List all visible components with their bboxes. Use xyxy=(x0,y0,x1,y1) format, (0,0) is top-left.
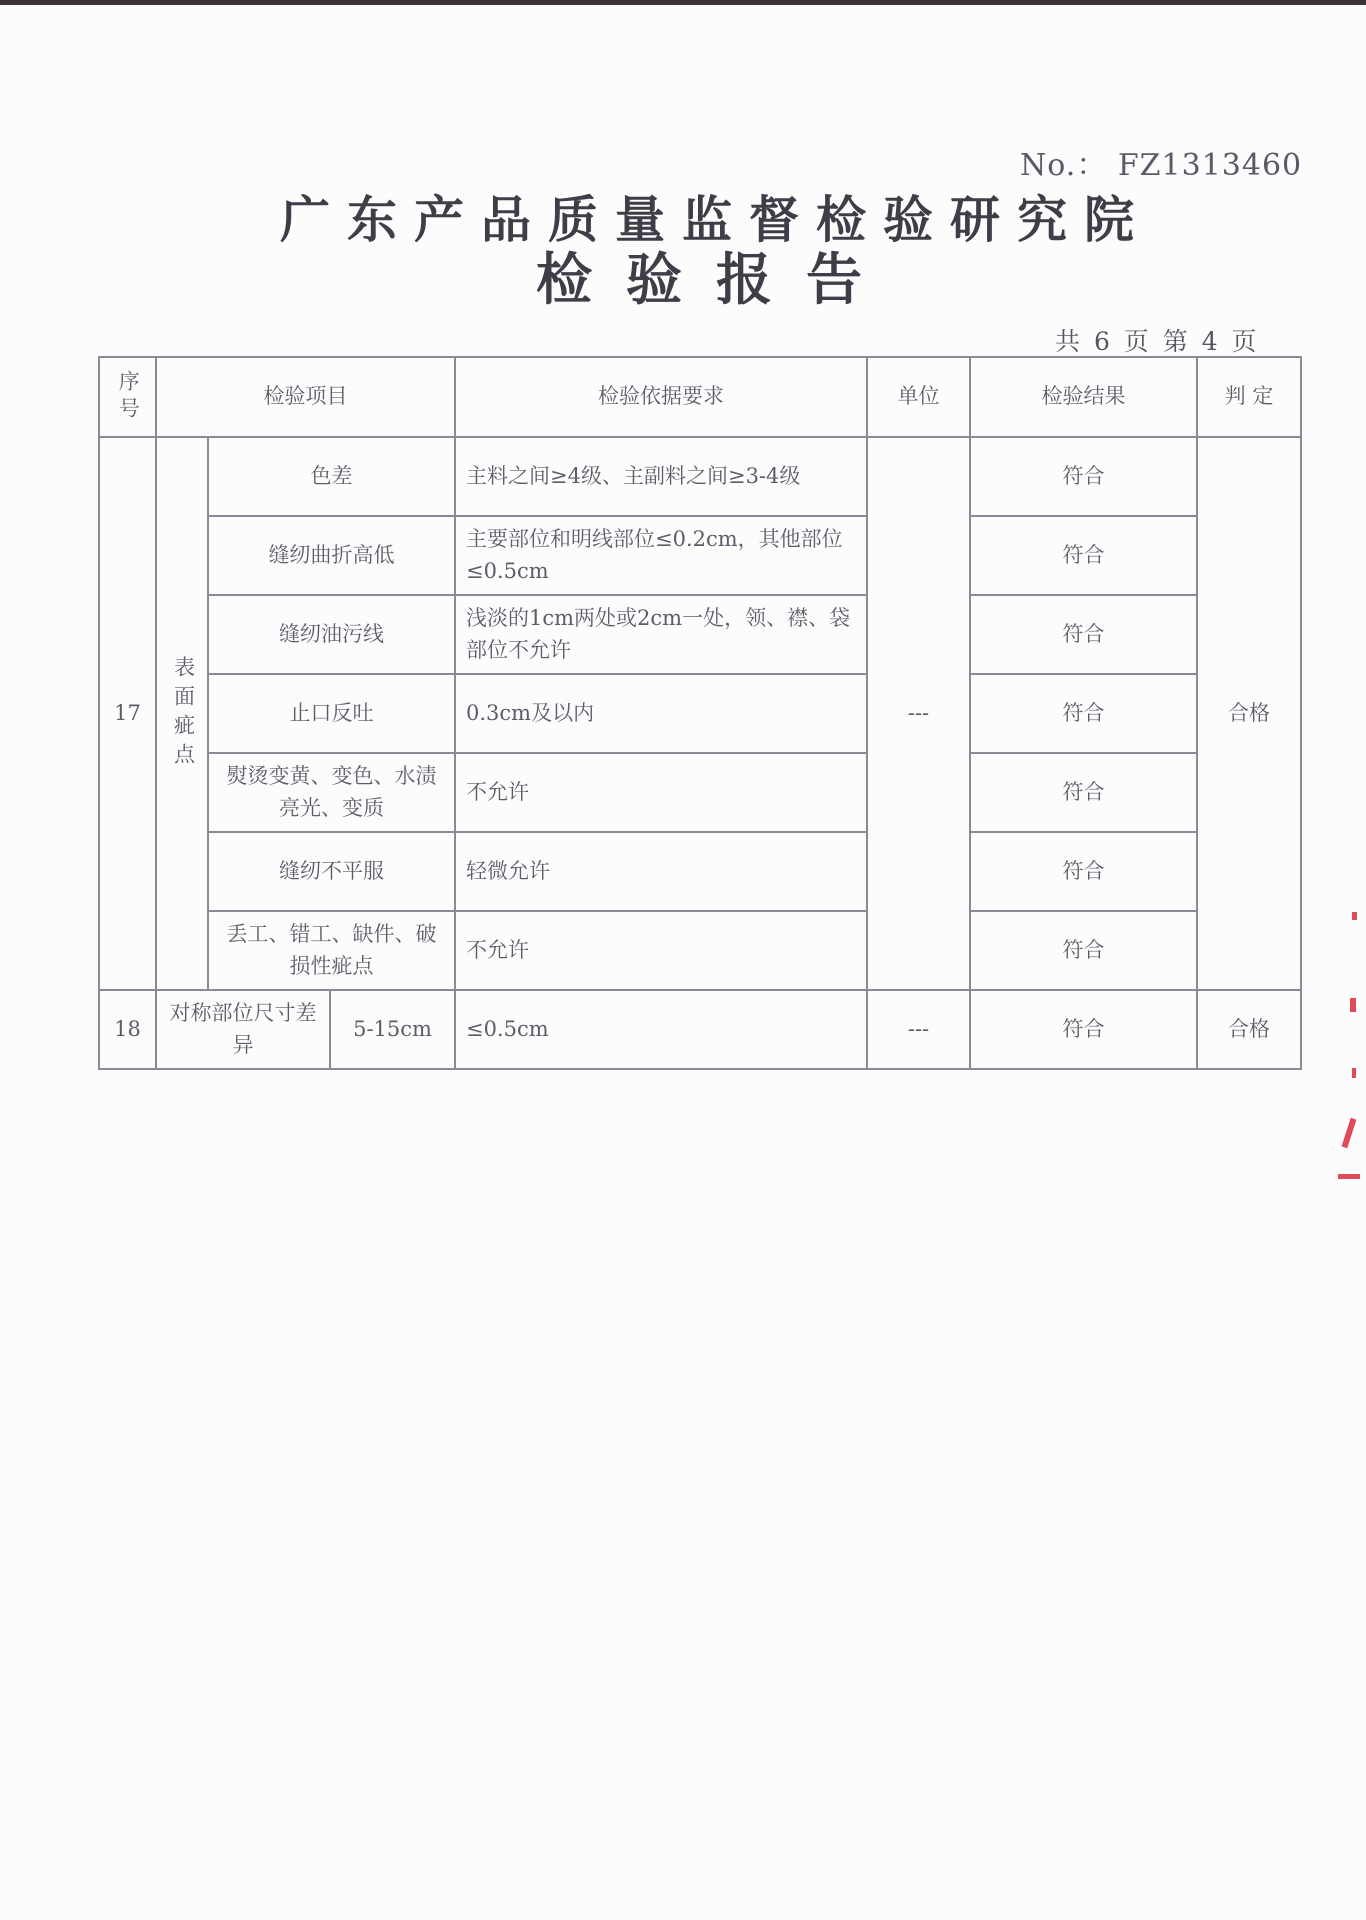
report-number: No.： FZ1313460 xyxy=(1020,148,1303,183)
basis-cell: 轻微允许 xyxy=(455,832,867,911)
row18-basis: ≤0.5cm xyxy=(455,990,867,1069)
header-result: 检验结果 xyxy=(970,357,1197,437)
table-row xyxy=(99,437,1301,516)
basis-cell: 主料之间≥4级、主副料之间≥3-4级 xyxy=(455,437,867,516)
table-header-row xyxy=(99,357,1301,437)
result-cell: 符合 xyxy=(970,832,1197,911)
result-cell: 符合 xyxy=(970,674,1197,753)
item-cell: 缝纫油污线 xyxy=(208,595,455,674)
item-cell: 止口反吐 xyxy=(208,674,455,753)
header-basis: 检验依据要求 xyxy=(455,357,867,437)
row18-unit: --- xyxy=(867,990,970,1069)
scan-top-edge xyxy=(0,0,1366,5)
group17-category: 表面疵点 xyxy=(156,437,208,990)
group17-judgement: 合格 xyxy=(1197,437,1301,990)
basis-cell: 不允许 xyxy=(455,911,867,990)
result-cell: 符合 xyxy=(970,753,1197,832)
group17-unit: --- xyxy=(867,437,970,990)
basis-cell: 0.3cm及以内 xyxy=(455,674,867,753)
item-cell: 熨烫变黄、变色、水渍亮光、变质 xyxy=(208,753,455,832)
header-unit: 单位 xyxy=(867,357,970,437)
result-cell: 符合 xyxy=(970,595,1197,674)
seal-edge-mark xyxy=(1350,998,1356,1012)
seal-edge-mark xyxy=(1352,912,1357,920)
result-cell: 符合 xyxy=(970,911,1197,990)
basis-cell: 主要部位和明线部位≤0.2cm，其他部位≤0.5cm xyxy=(455,516,867,595)
table-row xyxy=(99,753,1301,832)
inspection-table xyxy=(98,356,1302,1070)
table-row xyxy=(99,832,1301,911)
seal-edge-mark xyxy=(1342,1118,1357,1148)
item-cell: 丢工、错工、缺件、破损性疵点 xyxy=(208,911,455,990)
row18-item: 对称部位尺寸差异 xyxy=(156,990,330,1069)
table-row xyxy=(99,674,1301,753)
group17-seq: 17 xyxy=(99,437,156,990)
header-item: 检验项目 xyxy=(156,357,455,437)
page-info: 共 6 页 第 4 页 xyxy=(1055,327,1257,356)
header-judgement: 判 定 xyxy=(1197,357,1301,437)
table-row xyxy=(99,990,1301,1069)
table-row xyxy=(99,911,1301,990)
seal-edge-mark xyxy=(1352,1068,1356,1078)
item-cell: 缝纫曲折高低 xyxy=(208,516,455,595)
header-seq: 序号 xyxy=(99,357,156,437)
row18-result: 符合 xyxy=(970,990,1197,1069)
report-title: 检验报告 xyxy=(536,247,896,313)
result-cell: 符合 xyxy=(970,516,1197,595)
item-cell: 缝纫不平服 xyxy=(208,832,455,911)
result-cell: 符合 xyxy=(970,437,1197,516)
row18-seq: 18 xyxy=(99,990,156,1069)
table-row xyxy=(99,595,1301,674)
item-cell: 色差 xyxy=(208,437,455,516)
table-row xyxy=(99,516,1301,595)
row18-sub: 5-15cm xyxy=(330,990,455,1069)
basis-cell: 不允许 xyxy=(455,753,867,832)
basis-cell: 浅淡的1cm两处或2cm一处，领、襟、袋部位不允许 xyxy=(455,595,867,674)
institute-name: 广东产品质量监督检验研究院 xyxy=(280,190,1151,249)
row18-judgement: 合格 xyxy=(1197,990,1301,1069)
seal-edge-mark xyxy=(1338,1174,1360,1179)
